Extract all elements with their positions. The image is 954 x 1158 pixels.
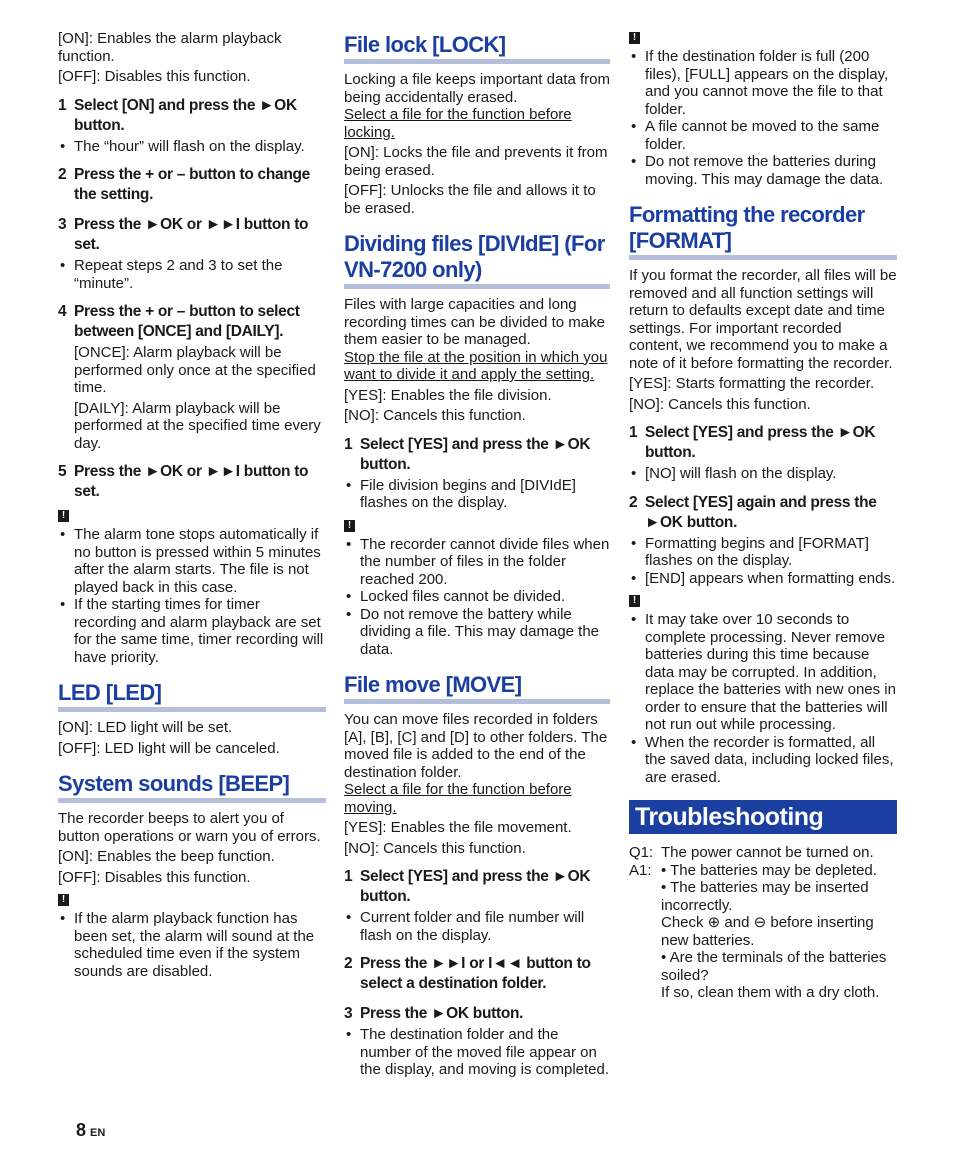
move-heading: File move [MOVE] (344, 672, 610, 704)
alarm-off-text: [OFF]: Disables this function. (58, 68, 251, 85)
format-heading: Formatting the recorder [FORMAT] (629, 202, 897, 260)
led-off-text: [OFF]: LED light will be canceled. (58, 739, 280, 757)
move-step-1: 1 Select [YES] and press the ►OK button. (344, 868, 591, 905)
answer-1-item: • Are the terminals of the batteries soiled? (661, 949, 887, 984)
alarm-on-text: [ON]: Enables the alarm playback function. (58, 30, 282, 65)
move-step-3: 3 Press the ►OK button. (344, 1005, 524, 1022)
question-1: Q1: The power cannot be turned on. (629, 844, 874, 861)
lock-instruction: Select a file for the function before locking. (344, 106, 572, 141)
alarm-step-3: 3 Press the ►OK or ►►I button to set. (58, 216, 309, 253)
lock-on-text: [ON]: Locks the file and prevents it from being erased. (344, 144, 608, 179)
alarm-step-1-bullet: • The “hour” will flash on the display. (74, 138, 326, 156)
answer-1: A1: • The batteries may be depleted. (629, 861, 877, 879)
divide-yes-text: [YES]: Enables the file division. (344, 386, 552, 404)
alarm-step-5: 5 Press the ►OK or ►►I button to set. (58, 463, 309, 500)
move-step-2: 2 Press the ►►I or I◄◄ button to select a destination folder. (344, 955, 591, 992)
format-step-1: 1 Select [YES] and press the ►OK button. (629, 424, 876, 461)
divide-heading: Dividing files [DIVIdE] (For VN-7200 only) (344, 231, 610, 289)
divide-note: • Do not remove the battery while dividing a file. This may damage the data. (360, 606, 610, 659)
format-step-2-bullet: • [END] appears when formatting ends. (645, 570, 897, 588)
answer-1-clean: If so, clean them with a dry cloth. (661, 984, 880, 1001)
move-step-1-bullet: • Current folder and file number will flash on the display. (360, 909, 610, 944)
alarm-step-2: 2 Press the + or – button to change the setting. (58, 166, 310, 203)
format-step-2: 2 Select [YES] again and press the ►OK button. (629, 493, 877, 531)
move-note: • A file cannot be moved to the same folder. (645, 118, 897, 153)
beep-on-text: [ON]: Enables the beep function. (58, 848, 275, 865)
divide-no-text: [NO]: Cancels this function. (344, 407, 526, 424)
format-no-text: [NO]: Cancels this function. (629, 395, 811, 413)
format-intro: If you format the recorder, all files will be removed and all function settings will return to defaults except date and time settings. For important recorded content, we recommend you to make a note of it before formatting the recorder. (629, 267, 897, 372)
move-yes-text: [YES]: Enables the file movement. (344, 819, 572, 836)
answer-1-check: Check ⊕ and ⊖ before inserting new batteries. (661, 914, 874, 949)
lock-heading: File lock [LOCK] (344, 32, 610, 64)
alarm-step-3-bullet: • Repeat steps 2 and 3 to set the “minute”. (74, 257, 326, 292)
answer-1-item: • The batteries may be inserted incorrectly. (661, 879, 869, 914)
column-2 (344, 30, 610, 1083)
note-icon: ! (629, 595, 640, 607)
column-1 (58, 30, 326, 984)
divide-step-1: 1 Select [YES] and press the ►OK button. (344, 435, 591, 473)
divide-step-1-bullet: • File division begins and [DIVIdE] flashes on the display. (360, 477, 610, 512)
once-text: [ONCE]: Alarm playback will be performed only once at the specified time. (74, 344, 316, 396)
move-intro: You can move files recorded in folders [A], [B], [C] and [D] to other folders. The moved file is added to the end of the destination folder. (344, 711, 608, 781)
beep-note: • If the alarm playback function has been set, the alarm will sound at the scheduled time even if the system sounds are disabled. (74, 910, 326, 980)
divide-instruction: Stop the file at the position in which you want to divide it and apply the setting. (344, 348, 608, 383)
lock-intro: Locking a file keeps important data from being accidentally erased. (344, 71, 610, 106)
daily-text: [DAILY]: Alarm playback will be performed at the specified time every day. (74, 399, 321, 452)
divide-note: • The recorder cannot divide files when the number of files in the folder reached 200. (360, 536, 610, 589)
led-on-text: [ON]: LED light will be set. (58, 719, 233, 736)
led-heading: LED [LED] (58, 680, 326, 712)
divide-intro: Files with large capacities and long recording times can be divided to make them easier to be managed. (344, 296, 605, 348)
move-instruction: Select a file for the function before moving. (344, 781, 572, 816)
format-note: • When the recorder is formatted, all the saved data, including locked files, are erased. (645, 734, 897, 787)
note-icon: ! (344, 520, 355, 532)
troubleshooting-heading: Troubleshooting (629, 800, 897, 834)
alarm-note: • If the starting times for timer recording and alarm playback are set for the same time, timer recording will have priority. (74, 596, 326, 666)
alarm-note: • The alarm tone stops automatically if no button is pressed within 5 minutes after the alarm starts. The file is not played back in this case. (74, 526, 326, 596)
alarm-step-4: 4 Press the + or – button to select between [ONCE] and [DAILY]. (58, 303, 300, 340)
format-yes-text: [YES]: Starts formatting the recorder. (629, 375, 875, 392)
format-step-2-bullet: • Formatting begins and [FORMAT] flashes on the display. (645, 535, 897, 570)
format-note: • It may take over 10 seconds to complete processing. Never remove batteries during this time because data may be corrupted. In addition, replace the batteries with new ones in order to ensure that the batteries will not run out while processing. (645, 611, 897, 734)
page-number: 8 EN (76, 1120, 106, 1140)
note-icon: ! (629, 32, 640, 44)
move-note: • If the destination folder is full (200 files), [FULL] appears on the display, and you cannot move the file to that folder. (645, 48, 897, 118)
divide-note: • Locked files cannot be divided. (360, 588, 610, 606)
note-icon: ! (58, 510, 69, 522)
move-note: • Do not remove the batteries during moving. This may damage the data. (645, 153, 897, 188)
beep-intro: The recorder beeps to alert you of button operations or warn you of errors. (58, 810, 321, 845)
beep-off-text: [OFF]: Disables this function. (58, 868, 251, 886)
move-step-3-bullet: • The destination folder and the number of the moved file appear on the display, and moving is completed. (360, 1026, 610, 1079)
lock-off-text: [OFF]: Unlocks the file and allows it to be erased. (344, 182, 596, 217)
beep-heading: System sounds [BEEP] (58, 771, 326, 803)
note-icon: ! (58, 894, 69, 906)
column-3 (629, 30, 897, 1002)
alarm-step-1: 1 Select [ON] and press the ►OK button. (58, 96, 297, 134)
move-no-text: [NO]: Cancels this function. (344, 839, 526, 857)
format-step-1-bullet: • [NO] will flash on the display. (645, 465, 897, 483)
